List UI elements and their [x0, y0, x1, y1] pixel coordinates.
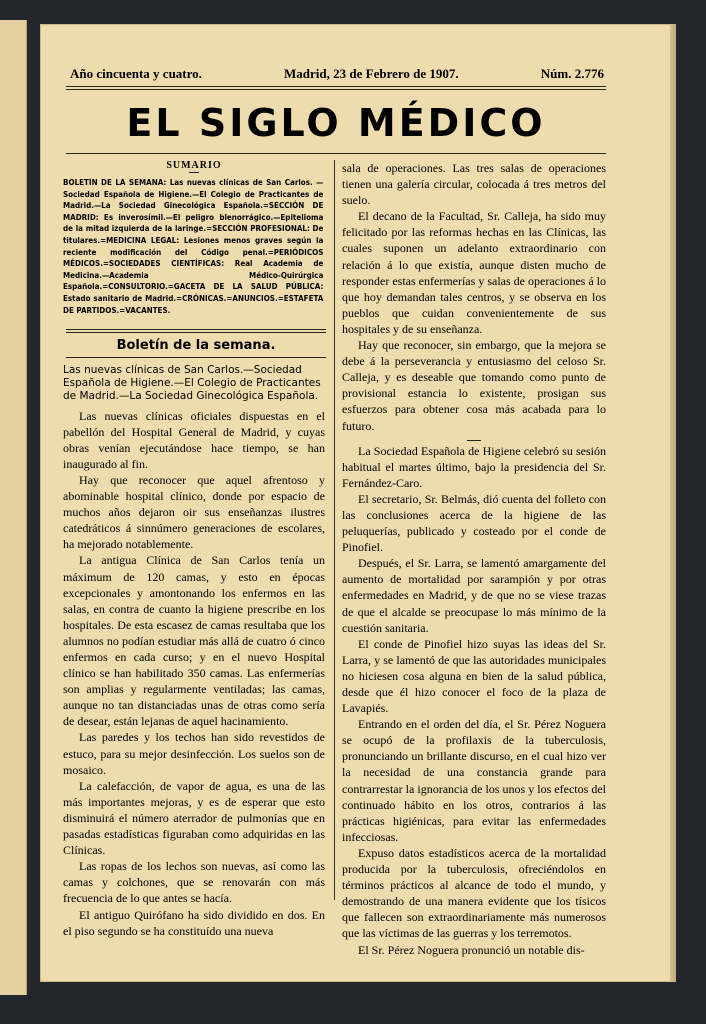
paragraph: Las nuevas clínicas oficiales dispuestas en el pabellón del Hospital General de Madrid, y cuyas obras venían ejecutándose hace tiempo, se han inaugurado al fin. [63, 408, 325, 471]
right-column-body [342, 160, 606, 958]
sumario-title: SUMARIO [166, 160, 222, 171]
paragraph: Hay que reconocer, sin embargo, que la mejora se debe á la perseverancia y entusiasmo del celoso Sr. Calleja, y es deseable que tomando como punto de provisional estancia lo existente, prosigan sus esfuerzos para obtener cosa más acabada para lo futuro. [342, 338, 606, 433]
paragraph: Hay que reconocer que aquel afrentoso y abominable hospital clínico, donde por espacio de muchos años dejaron oir sus enseñanzas ilustres catedráticos á sinnúmero generaciones de escolares, ha mejorado notablemente. [63, 472, 325, 552]
boletin-lead: Las nuevas clínicas de San Carlos.—Sociedad Española de Higiene.—El Colegio de Practicantes de Madrid.—La Sociedad Ginecológica Española. [63, 364, 321, 403]
issue-number: Núm. 2.776 [540, 66, 604, 81]
paragraph: Después, el Sr. Larra, se lamentó amargamente del aumento de mortalidad por sarampión y por otras enfermedades en Madrid, y de que no se viese trazas de que el alcalde se preocupase lo más mínimo de la cuestión sanitaria. [342, 556, 606, 635]
paragraph: El conde de Pinofiel hizo suyas las ideas del Sr. Larra, y se lamentó de que las autoridades municipales no hiciesen cosa alguna en bien de la salud pública, desde que él hizo conocer el foco de la plaza de Lavapiés. [342, 636, 606, 716]
sumario-block [63, 160, 325, 316]
boletin-title: Boletín de la semana. [116, 338, 276, 353]
paragraph: El antiguo Quirófano ha sido dividido en dos. En el piso segundo se ha constituído una nueva [63, 907, 325, 938]
header-rule-double [66, 89, 606, 90]
issue-year: Año cincuenta y cuatro. [70, 66, 202, 81]
issue-header [70, 66, 604, 82]
paragraph: El decano de la Facultad, Sr. Calleja, ha sido muy felicitado por las reformas hechas en las Clínicas, las cuales suponen un adelanto extraordinario con relación á lo que existía, aunque disten mucho de responder estas enfermerías y salas de operaciones á lo que hoy demandan tales centros, y se observa en los pueblos que cuidan convenientemente de sus hospitales y de su enseñanza. [342, 209, 606, 336]
paragraph: La antigua Clínica de San Carlos tenía un máximum de 120 camas, y esto en épocas excepcionales y amontonando los enfermos en las salas, en contra de cuanto la higiene prescribe en los hospitales. De esta escasez de camas resultaba que los alumnos no podían estudiar más allá de cuatro ó cinco enfermos en cada curso; y en el nuevo Hospital clínico se han habilitado 350 camas. Las enfermerías son amplias y regularmente ventiladas; las camas, aunque no tan distanciadas unas de otras como sería de desear, están lejanas de aquel hacinamiento. [63, 553, 325, 729]
masthead-title: EL SIGLO MÉDICO [126, 101, 546, 145]
left-column-body [63, 364, 325, 939]
masthead-rule [66, 153, 606, 154]
paragraph: El Sr. Pérez Noguera pronunció un notable dis- [358, 942, 585, 957]
paragraph: Las ropas de los lechos son nuevas, así como las camas y colchones, que se renovarán con más frecuencia de lo que antes se hacía. [63, 859, 325, 906]
header-rule [66, 86, 606, 87]
sumario-text: BOLETÍN DE LA SEMANA: Las nuevas clínicas de San Carlos. —Sociedad Española de Higiene.—El Colegio de Practicantes de Madrid.—La Sociedad Ginecológica Española.=SECCIÓN DE MADRID: Es inverosímil.—El peligro blenorrágico.—Epitelioma de la mitad izquierda de la laringe.=SECCIÓN PROFESIONAL: De titulares.=MEDICINA LEGAL: Lesiones menos graves según la reciente modificación del Código penal.=PERIÓDICOS MÉDICOS.=SOCIEDADES CIENTÍFICAS: Real Academia de Medicina.—Academia Médico-Quirúrgica Española.=CONSULTORIO.=GACETA DE LA SALUD PÚBLICA: Estado sanitario de Madrid.=CRÓNICAS.=ANUNCIOS.=ESTAFETA DE PARTIDOS.=VACANTES. [63, 178, 324, 315]
paragraph: La calefacción, de vapor de agua, es una de las más importantes mejoras, y es de esperar que esto disminuirá el número aterrador de pulmonías que en pasadas estadísticas figuraban como adquiridas en las Clínicas. [63, 778, 325, 858]
paragraph: El secretario, Sr. Belmás, dió cuenta del folleto con las conclusiones acerca de la higiene de las peluquerías, publicado y costeado por el conde de Pinofiel. [342, 491, 606, 555]
sumario-bottom-rule-double [66, 332, 326, 333]
paragraph: sala de operaciones. Las tres salas de operaciones tienen una galería circular, colocada á tres metros del suelo. [342, 161, 606, 208]
issue-date: Madrid, 23 de Febrero de 1907. [284, 66, 459, 81]
paragraph: Entrando en el orden del día, el Sr. Pérez Noguera se ocupó de la profilaxis de la tuberculosis, pronunciando un brillante discurso, en el cual hizo ver la necesidad de una constancia grande para contrarrestar la ignorancia de los unos y los efectos del continuado hábito en los otros, contrarios á las prácticas higiénicas, para evitar las enfermedades infecciosas. [342, 717, 606, 844]
boletin-title-rule [66, 357, 326, 358]
sumario-rule [189, 172, 199, 173]
section-separator [467, 440, 481, 441]
paragraph: La Sociedad Española de Higiene celebró su sesión habitual el martes último, bajo la presidencia del Sr. Fernández-Caro. [342, 443, 606, 490]
page-binding-edge [670, 24, 676, 982]
previous-page-edge [0, 20, 27, 995]
sumario-bottom-rule [66, 329, 326, 330]
paragraph: Las paredes y los techos han sido revestidos de estuco, para su mejor desinfección. Los suelos son de mosaico. [63, 730, 325, 777]
column-divider [334, 160, 335, 900]
paragraph: Expuso datos estadísticos acerca de la mortalidad producida por la tuberculosis, ofreciéndolos en términos prácticos al alcance de todo el mundo, y demostrando de una manera evidente que los tísicos que fallecen son extraordinariamente más numerosos que las víctimas de las guerras y los terremotos. [342, 845, 606, 941]
